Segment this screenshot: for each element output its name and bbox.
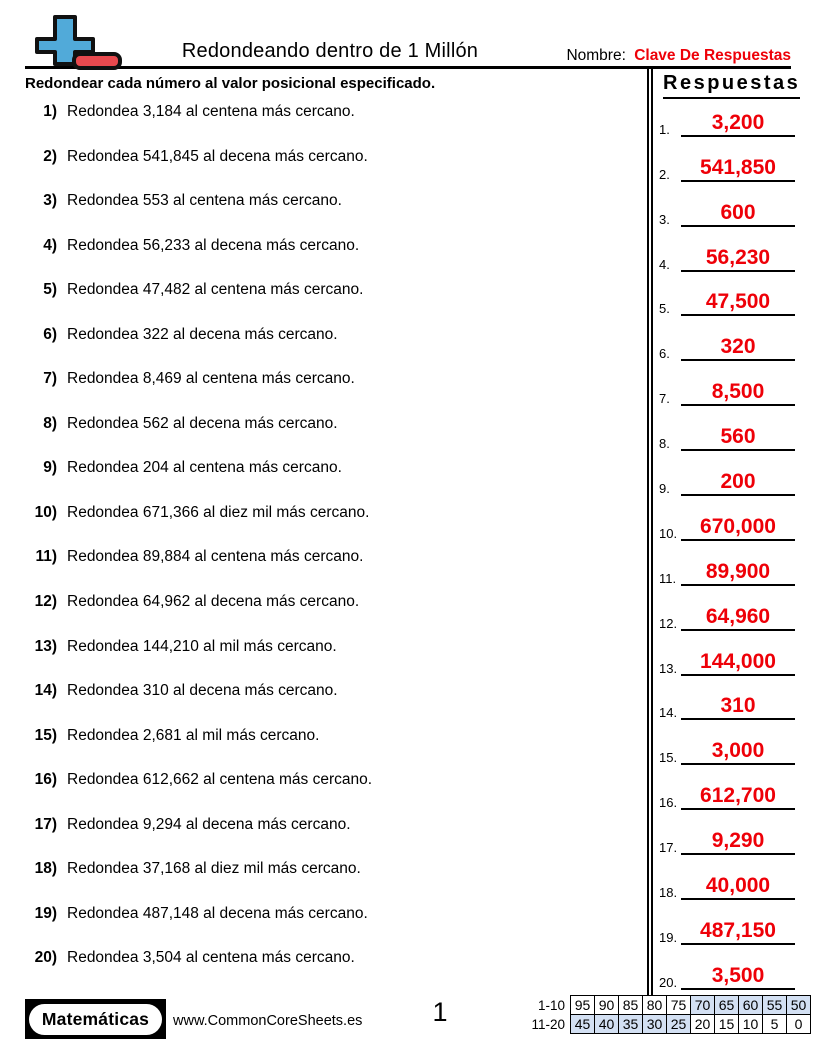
problem-text: Redondea 562 al decena más cercano.: [67, 414, 338, 432]
answer-value: 40,000: [705, 874, 771, 898]
answer-blank-line: [681, 381, 795, 406]
problem-item: [25, 192, 640, 237]
answer-item: [655, 227, 816, 272]
answer-item: [655, 855, 816, 900]
answer-blank-line: [681, 561, 795, 586]
answer-number: 16.: [659, 795, 678, 811]
answer-item: [655, 92, 816, 137]
answer-item: [655, 541, 816, 586]
problem-text: Redondea 144,210 al mil más cercano.: [67, 637, 337, 655]
problem-number: 18): [34, 860, 57, 878]
answer-value: 600: [720, 200, 756, 224]
score-cell: 15: [715, 1015, 739, 1034]
answer-blank-line: [681, 965, 795, 990]
score-row-label: 11-20: [531, 1016, 565, 1032]
answer-blank-line: [681, 336, 795, 361]
problem-text: Redondea 9,294 al decena más cercano.: [67, 815, 351, 833]
answer-item: [655, 676, 816, 721]
header-rule: [25, 66, 791, 69]
answer-item: [655, 272, 816, 317]
answer-item: [655, 406, 816, 451]
problem-item: [25, 103, 640, 148]
answer-value: 200: [720, 470, 756, 494]
problem-item: [25, 504, 640, 549]
answers-divider: [647, 66, 653, 995]
score-row-1: [527, 996, 811, 1015]
score-cell: 70: [691, 996, 715, 1015]
answer-blank-line: [681, 920, 795, 945]
answer-value: 612,700: [700, 784, 776, 808]
page-title: Redondeando dentro de 1 Millón: [181, 40, 479, 62]
answer-number: 7.: [659, 391, 670, 407]
answer-value: 89,900: [705, 559, 771, 583]
score-cell: 95: [571, 996, 595, 1015]
score-cell: 60: [739, 996, 763, 1015]
answer-value: 8,500: [711, 380, 765, 404]
answer-value: 47,500: [705, 290, 771, 314]
answer-item: [655, 496, 816, 541]
problem-text: Redondea 310 al decena más cercano.: [67, 682, 338, 700]
answer-number: 11.: [659, 570, 677, 586]
problem-number: 6): [43, 325, 57, 343]
answer-number: 15.: [659, 750, 678, 766]
score-cell: 65: [715, 996, 739, 1015]
answer-number: 17.: [659, 840, 678, 856]
score-cell: 45: [571, 1015, 595, 1034]
problem-text: Redondea 37,168 al diez mil más cercano.: [67, 860, 361, 878]
answer-item: [655, 451, 816, 496]
problem-text: Redondea 204 al centena más cercano.: [67, 459, 342, 477]
problem-number: 16): [34, 771, 57, 789]
name-label: Nombre:: [566, 47, 626, 64]
answer-blank-line: [681, 247, 795, 272]
problem-text: Redondea 8,469 al centena más cercano.: [67, 370, 355, 388]
score-table: [527, 995, 811, 1034]
page-number: 1: [432, 997, 448, 1027]
score-cell: 75: [667, 996, 691, 1015]
problem-item: [25, 459, 640, 504]
answer-item: [655, 765, 816, 810]
answer-number: 6.: [659, 346, 670, 362]
answer-number: 9.: [659, 481, 670, 497]
score-cell: 10: [739, 1015, 763, 1034]
answer-number: 8.: [659, 436, 670, 452]
answer-number: 20.: [659, 974, 678, 990]
answer-blank-line: [681, 112, 795, 137]
score-cell: 50: [787, 996, 811, 1015]
problem-text: Redondea 612,662 al centena más cercano.: [67, 771, 373, 789]
problem-number: 11): [35, 548, 57, 566]
answer-item: [655, 810, 816, 855]
problem-number: 1): [43, 103, 57, 120]
problem-item: [25, 949, 640, 994]
problem-item: [25, 593, 640, 638]
problem-number: 14): [34, 682, 57, 700]
answer-number: 19.: [659, 929, 678, 945]
problem-item: [25, 326, 640, 371]
problem-text: Redondea 2,681 al mil más cercano.: [67, 726, 320, 744]
answer-blank-line: [681, 830, 795, 855]
answer-blank-line: [681, 202, 795, 227]
answer-value: 64,960: [705, 604, 771, 628]
instruction-text: Redondear cada número al valor posicional especificado.: [25, 75, 436, 92]
score-row-label: 1-10: [537, 997, 565, 1013]
problem-item: [25, 237, 640, 282]
answer-value: 56,230: [705, 245, 771, 269]
problem-item: [25, 727, 640, 772]
problem-text: Redondea 3,184 al centena más cercano.: [67, 103, 355, 120]
problem-number: 12): [34, 593, 57, 611]
answer-number: 10.: [659, 525, 678, 541]
answer-value: 3,200: [711, 110, 765, 134]
problem-item: [25, 415, 640, 460]
score-cell: 30: [643, 1015, 667, 1034]
answer-number: 14.: [659, 705, 678, 721]
answer-item: [655, 361, 816, 406]
answer-value: 487,150: [700, 918, 776, 942]
answer-value: 310: [720, 694, 756, 718]
answer-item: [655, 182, 816, 227]
answer-value: 320: [720, 335, 756, 359]
answer-value: 144,000: [700, 649, 776, 673]
problem-number: 5): [43, 281, 57, 299]
problem-item: [25, 638, 640, 683]
answer-blank-line: [681, 291, 795, 316]
answer-number: 1.: [659, 121, 670, 137]
problem-text: Redondea 89,884 al centena más cercano.: [67, 548, 364, 566]
brand-badge: Matemáticas: [29, 1004, 162, 1035]
answer-number: 18.: [659, 885, 678, 901]
answer-item: [655, 945, 816, 990]
problem-item: [25, 905, 640, 950]
brand-bar: [25, 999, 166, 1039]
answer-blank-line: [681, 471, 795, 496]
problem-number: 4): [43, 236, 57, 254]
problem-text: Redondea 541,845 al decena más cercano.: [67, 147, 368, 165]
answer-number: 12.: [659, 615, 678, 631]
answer-blank-line: [681, 785, 795, 810]
problem-text: Redondea 3,504 al centena más cercano.: [67, 949, 355, 967]
problem-number: 17): [34, 815, 57, 833]
problem-text: Redondea 322 al decena más cercano.: [67, 325, 338, 343]
score-cell: 85: [619, 996, 643, 1015]
problem-text: Redondea 553 al centena más cercano.: [67, 192, 342, 210]
math-plus-minus-icon: [33, 13, 125, 75]
answer-value: 3,500: [711, 963, 765, 987]
answer-value: 670,000: [700, 514, 776, 538]
problem-number: 7): [43, 370, 57, 388]
answer-number: 3.: [659, 211, 670, 227]
problem-item: [25, 682, 640, 727]
answer-number: 5.: [659, 301, 670, 317]
score-cell: 90: [595, 996, 619, 1015]
answers-list: [655, 92, 816, 990]
name-value: Clave De Respuestas: [634, 47, 791, 64]
answer-item: [655, 137, 816, 182]
answer-item: [655, 720, 816, 765]
problem-number: 2): [43, 147, 57, 165]
problem-item: [25, 370, 640, 415]
answer-number: 2.: [659, 166, 670, 182]
answer-number: 4.: [659, 256, 670, 272]
problem-item: [25, 816, 640, 861]
score-cell: 40: [595, 1015, 619, 1034]
score-row-2: [527, 1015, 811, 1034]
answer-blank-line: [681, 606, 795, 631]
answer-value: 560: [720, 425, 756, 449]
problem-text: Redondea 64,962 al decena más cercano.: [67, 593, 360, 611]
problem-number: 10): [34, 503, 57, 521]
problems-list: [25, 103, 640, 994]
answer-item: [655, 586, 816, 631]
website-url: www.CommonCoreSheets.es: [173, 1013, 363, 1029]
answer-blank-line: [681, 516, 795, 541]
name-area: [566, 47, 791, 65]
problem-text: Redondea 671,366 al diez mil más cercano.: [67, 503, 370, 521]
answer-item: [655, 316, 816, 361]
answer-value: 3,000: [711, 739, 765, 763]
score-cell: 35: [619, 1015, 643, 1034]
problem-number: 13): [34, 637, 57, 655]
problem-number: 20): [34, 949, 57, 967]
problem-item: [25, 860, 640, 905]
answer-blank-line: [681, 875, 795, 900]
answer-item: [655, 631, 816, 676]
answer-blank-line: [681, 426, 795, 451]
score-cell: 55: [763, 996, 787, 1015]
score-cell: 25: [667, 1015, 691, 1034]
answer-number: 13.: [659, 660, 678, 676]
problem-text: Redondea 487,148 al decena más cercano.: [67, 904, 368, 922]
problem-number: 8): [43, 414, 57, 432]
answer-blank-line: [681, 740, 795, 765]
answer-value: 541,850: [700, 155, 776, 179]
problem-item: [25, 148, 640, 193]
score-cell: 20: [691, 1015, 715, 1034]
answer-blank-line: [681, 695, 795, 720]
problem-text: Redondea 47,482 al centena más cercano.: [67, 281, 364, 299]
score-cell: 80: [643, 996, 667, 1015]
problem-number: 3): [43, 192, 57, 210]
score-cell: 0: [787, 1015, 811, 1034]
answer-blank-line: [681, 157, 795, 182]
problem-number: 9): [43, 459, 57, 477]
problem-item: [25, 548, 640, 593]
problem-number: 15): [34, 726, 57, 744]
problem-item: [25, 281, 640, 326]
problem-text: Redondea 56,233 al decena más cercano.: [67, 236, 360, 254]
answer-item: [655, 900, 816, 945]
problem-item: [25, 771, 640, 816]
answers-header: Respuestas: [663, 72, 800, 99]
answer-value: 9,290: [711, 829, 765, 853]
answer-blank-line: [681, 651, 795, 676]
problem-number: 19): [34, 904, 57, 922]
score-cell: 5: [763, 1015, 787, 1034]
